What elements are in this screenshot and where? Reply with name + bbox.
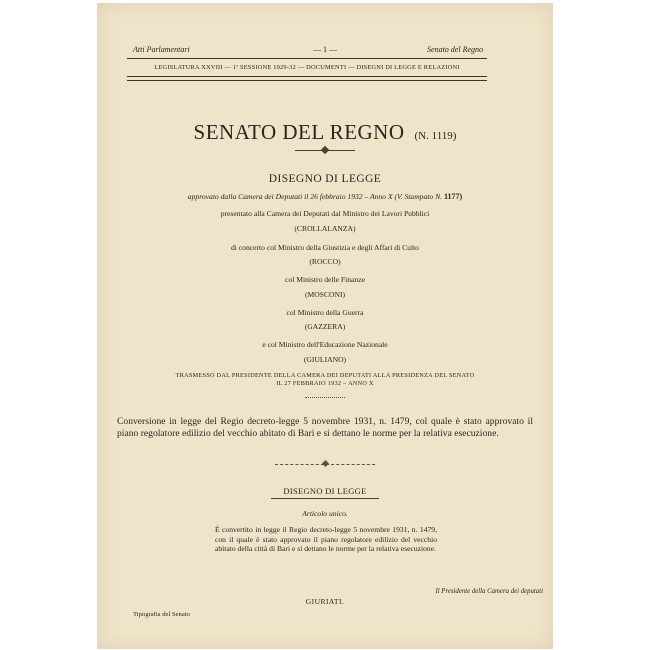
article-text: È convertito in legge il Regio decreto-legge 5 novembre 1931, n. 1479, con il quale è stato approvato il piano regolatore edilizio del vecchio abitato della città di Bari e si dettano le norme per la relativa esecuzione.	[215, 525, 437, 554]
senate-name: SENATO DEL REGNO	[193, 120, 405, 144]
minister-crollalanza: (CROLLALANZA)	[294, 224, 356, 233]
session-subheader: LEGISLATURA XXVIII — 1ª SESSIONE 1929-32 — DOCUMENTI — DISEGNI DI LEGGE E RELAZIONI	[154, 64, 460, 71]
concert-line: di concerto col Ministro della Giustizia e degli Affari di Culto	[231, 243, 419, 252]
bill-subject: Conversione in legge del Regio decreto-legge 5 novembre 1931, n. 1479, col quale è stato approvato il piano regolatore edilizio del vecchio abitato di Bari e si dettano le norme per la relativa esecuzione.	[117, 416, 533, 440]
finance-line: col Ministro delle Finanze	[285, 275, 365, 284]
section-divider-diamond	[322, 460, 329, 467]
minister-mosconi: (MOSCONI)	[304, 290, 346, 299]
signature-name: GIURIATI.	[305, 597, 345, 606]
transmission-line-2: IL 27 FEBBRAIO 1932 – ANNO X	[276, 380, 374, 387]
presented-line: presentato alla Camera dei Deputati dal Ministro dei Lavori Pubblici	[220, 209, 430, 218]
document-title	[97, 120, 553, 145]
approval-text: approvato dalla Camera dei Deputati il 26 febbraio 1932 – Anno X (V. Stampato N.	[187, 192, 443, 201]
header-rule	[127, 58, 487, 59]
minister-rocco: (ROCCO)	[309, 257, 341, 266]
article-title: Articolo unico.	[302, 509, 348, 518]
document-number: (N. 1119)	[414, 130, 457, 142]
page-number: — 1 —	[313, 45, 337, 54]
printer-footer: Tipografia del Senato	[133, 611, 190, 618]
header-left: Atti Parlamentari	[133, 45, 190, 54]
minister-gazzera: (GAZZERA)	[304, 322, 346, 331]
minister-giuliano: (GIULIANO)	[303, 355, 347, 364]
section-divider-small	[305, 397, 345, 398]
law-heading-rule	[271, 498, 379, 499]
education-line: e col Ministro dell'Educazione Nazionale	[262, 340, 388, 349]
signature-title: Il Presidente della Camera dei deputati	[435, 588, 543, 595]
header-right: Senato del Regno	[427, 45, 483, 54]
transmission-note	[97, 372, 553, 388]
law-heading: DISEGNO DI LEGGE	[283, 486, 367, 496]
war-line: col Ministro della Guerra	[286, 308, 364, 317]
approval-number: 1177)	[443, 192, 463, 201]
approval-line	[97, 192, 553, 201]
title-ornament-diamond	[321, 146, 329, 154]
header-rule-thick	[127, 76, 487, 77]
transmission-line-1: TRASMESSO DAL PRESIDENTE DELLA CAMERA DEI DEPUTATI ALLA PRESIDENZA DEL SENATO	[175, 372, 475, 379]
bill-heading: DISEGNO DI LEGGE	[268, 173, 382, 185]
document-page	[97, 3, 553, 649]
header-rule-thin	[127, 80, 487, 81]
